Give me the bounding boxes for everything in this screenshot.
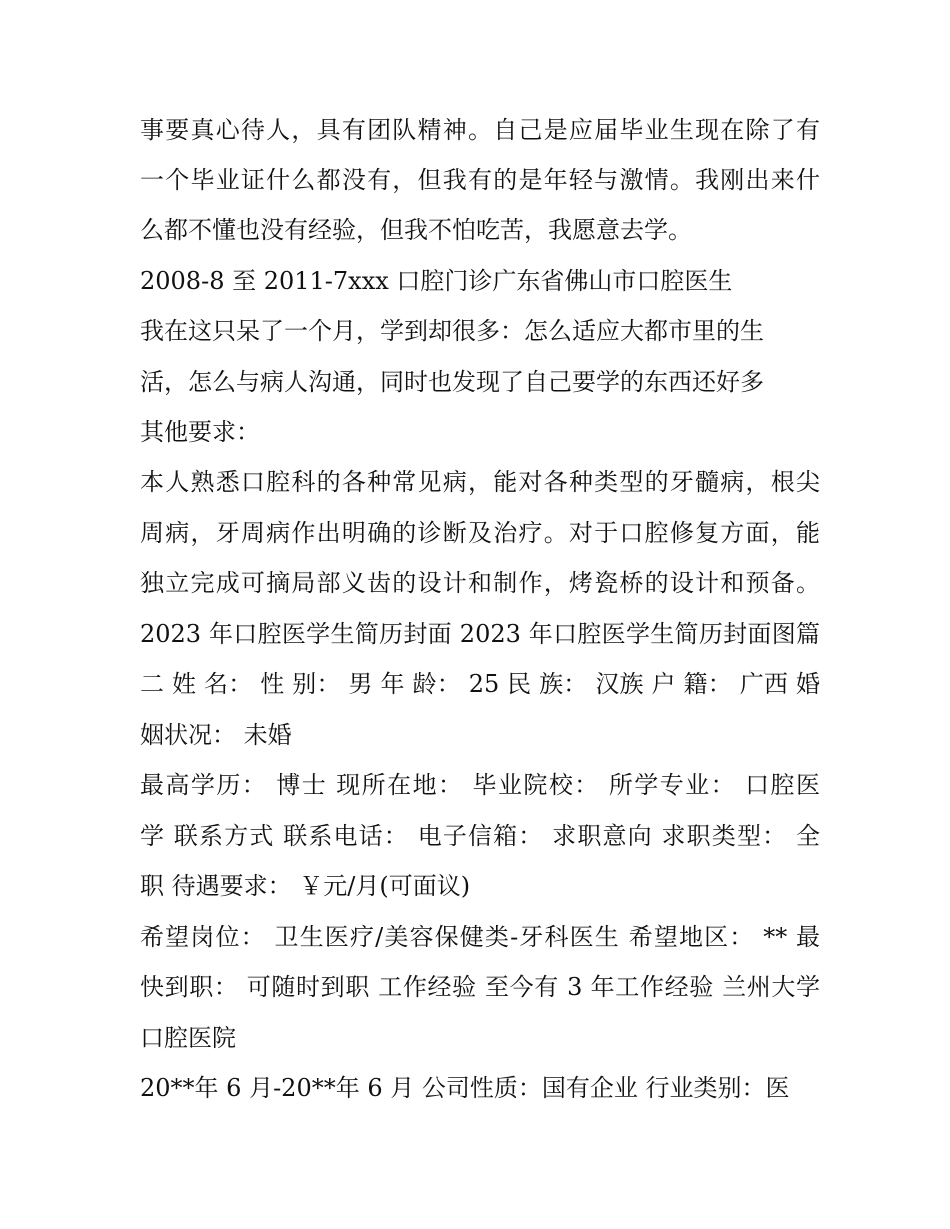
text-line: 快到职： 可随时到职 工作经验 至今有 3 年工作经验 兰州大学 (140, 973, 820, 1001)
text-line: 口腔医院 (140, 1024, 236, 1052)
text-line: 事要真心待人，具有团队精神。自己是应届毕业生现在除了有 (140, 116, 820, 144)
text-line: 周病，牙周病作出明确的诊断及治疗。对于口腔修复方面，能 (140, 519, 820, 547)
text-line: 活，怎么与病人沟通，同时也发现了自己要学的东西还好多 (140, 368, 764, 396)
text-line: 二 姓 名： 性 别： 男 年 龄： 25 民 族： 汉族 户 籍： 广西 婚 (140, 670, 820, 698)
text-line: 么都不懂也没有经验，但我不怕吃苦，我愿意去学。 (140, 216, 692, 244)
text-line: 我在这只呆了一个月，学到却很多：怎么适应大都市里的生 (140, 317, 764, 345)
text-line: 独立完成可摘局部义齿的设计和制作，烤瓷桥的设计和预备。 (140, 569, 820, 597)
text-line: 学 联系方式 联系电话： 电子信箱： 求职意向 求职类型： 全 (140, 822, 820, 850)
text-line: 其他要求： (140, 418, 260, 446)
text-line: 一个毕业证什么都没有，但我有的是年轻与激情。我刚出来什 (140, 166, 820, 194)
text-line: 职 待遇要求： ￥元/月(可面议) (140, 872, 471, 900)
text-line: 2023 年口腔医学生简历封面 2023 年口腔医学生简历封面图篇 (140, 620, 820, 648)
text-line: 20**年 6 月-20**年 6 月 公司性质：国有企业 行业类别：医 (140, 1074, 790, 1102)
text-line: 2008-8 至 2011-7xxx 口腔门诊广东省佛山市口腔医生 (140, 267, 733, 295)
text-line: 最高学历： 博士 现所在地： 毕业院校： 所学专业： 口腔医 (140, 771, 820, 799)
text-line: 本人熟悉口腔科的各种常见病，能对各种类型的牙髓病，根尖 (140, 468, 820, 496)
text-line: 希望岗位： 卫生医疗/美容保健类-牙科医生 希望地区： ** 最 (140, 923, 820, 951)
text-line: 姻状况： 未婚 (140, 721, 292, 749)
